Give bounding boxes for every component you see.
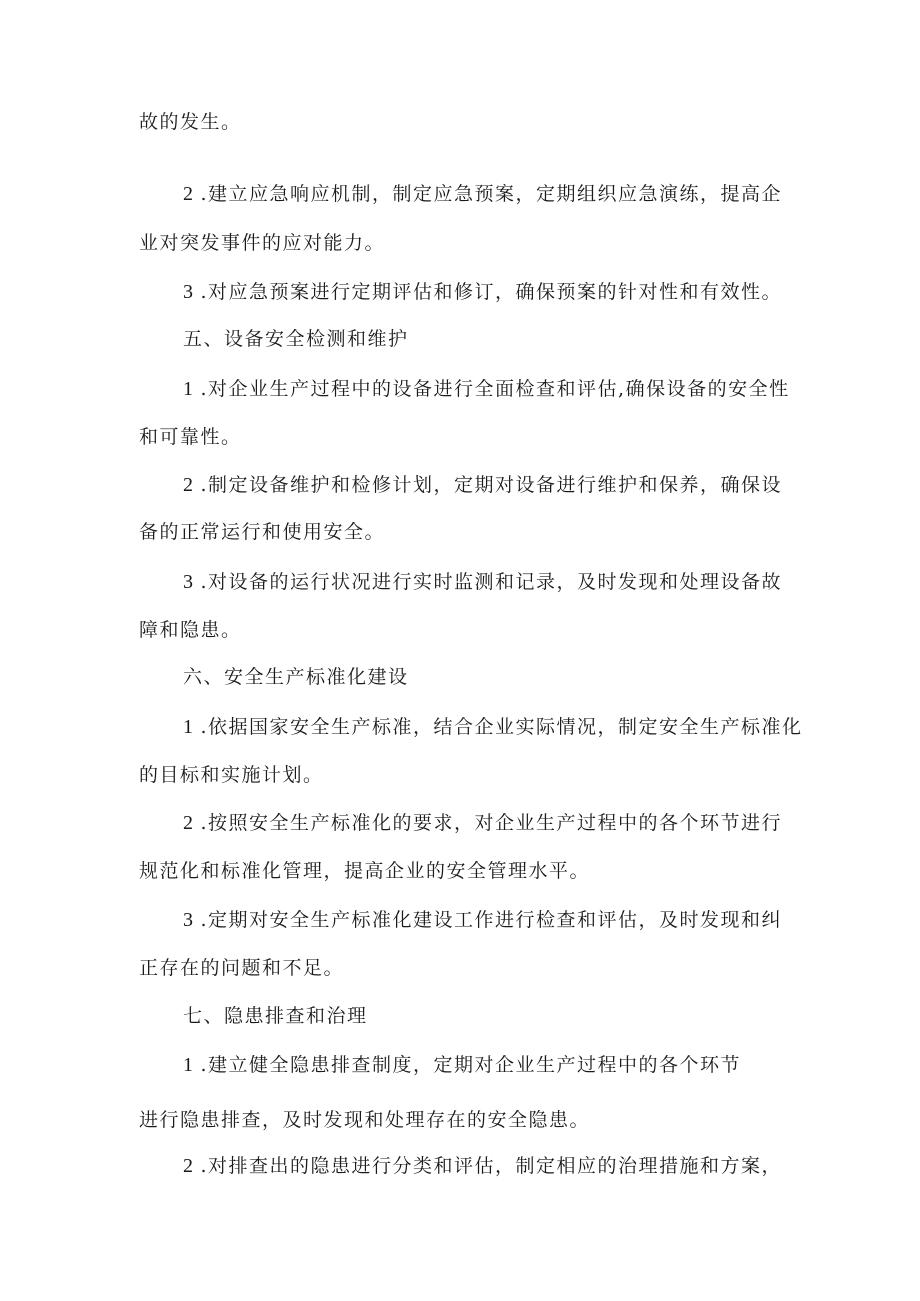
list-item-line: 1 .对企业生产过程中的设备进行全面检查和评估,确保设备的安全性 xyxy=(183,378,790,400)
section-heading: 七、隐患排查和治理 xyxy=(183,1005,368,1027)
list-item-line: 1 .依据国家安全生产标准，结合企业实际情况，制定安全生产标准化 xyxy=(183,716,803,738)
section-heading: 五、设备安全检测和维护 xyxy=(183,328,409,350)
paragraph-line: 故的发生。 xyxy=(139,111,242,133)
item-number: 3 xyxy=(183,281,195,303)
list-item-line: 2 .按照安全生产标准化的要求，对企业生产过程中的各个环节进行 xyxy=(183,812,783,834)
paragraph-line: 业对突发事件的应对能力。 xyxy=(139,232,386,254)
paragraph-line: 备的正常运行和使用安全。 xyxy=(139,521,386,543)
item-number: 1 xyxy=(183,1054,195,1076)
list-item-line: 2 .建立应急响应机制，制定应急预案，定期组织应急演练，提高企 xyxy=(183,183,783,205)
section-heading: 六、安全生产标准化建设 xyxy=(183,666,409,688)
item-number: 2 xyxy=(183,474,195,496)
paragraph-line: 正存在的问题和不足。 xyxy=(139,957,345,979)
paragraph-line: 障和隐患。 xyxy=(139,619,242,641)
list-item-line: 3 .对应急预案进行定期评估和修订，确保预案的针对性和有效性。 xyxy=(183,281,783,303)
item-number: 3 xyxy=(183,909,195,931)
paragraph-line: 的目标和实施计划。 xyxy=(139,764,324,786)
paragraph-line: 规范化和标准化管理，提高企业的安全管理水平。 xyxy=(139,860,591,882)
item-number: 3 xyxy=(183,571,195,593)
item-number: 2 xyxy=(183,1155,195,1177)
item-number: 2 xyxy=(183,183,195,205)
list-item-line: 3 .定期对安全生产标准化建设工作进行检查和评估，及时发现和纠 xyxy=(183,909,783,931)
item-number: 1 xyxy=(183,378,195,400)
paragraph-line: 进行隐患排查，及时发现和处理存在的安全隐患。 xyxy=(139,1109,591,1131)
list-item-line: 2 .对排查出的隐患进行分类和评估，制定相应的治理措施和方案， xyxy=(183,1155,783,1177)
paragraph-line: 和可靠性。 xyxy=(139,426,242,448)
list-item-line: 1 .建立健全隐患排查制度，定期对企业生产过程中的各个环节 xyxy=(183,1054,742,1076)
item-number: 2 xyxy=(183,812,195,834)
list-item-line: 2 .制定设备维护和检修计划，定期对设备进行维护和保养，确保设 xyxy=(183,474,783,496)
list-item-line: 3 .对设备的运行状况进行实时监测和记录，及时发现和处理设备故 xyxy=(183,571,783,593)
item-number: 1 xyxy=(183,716,195,738)
